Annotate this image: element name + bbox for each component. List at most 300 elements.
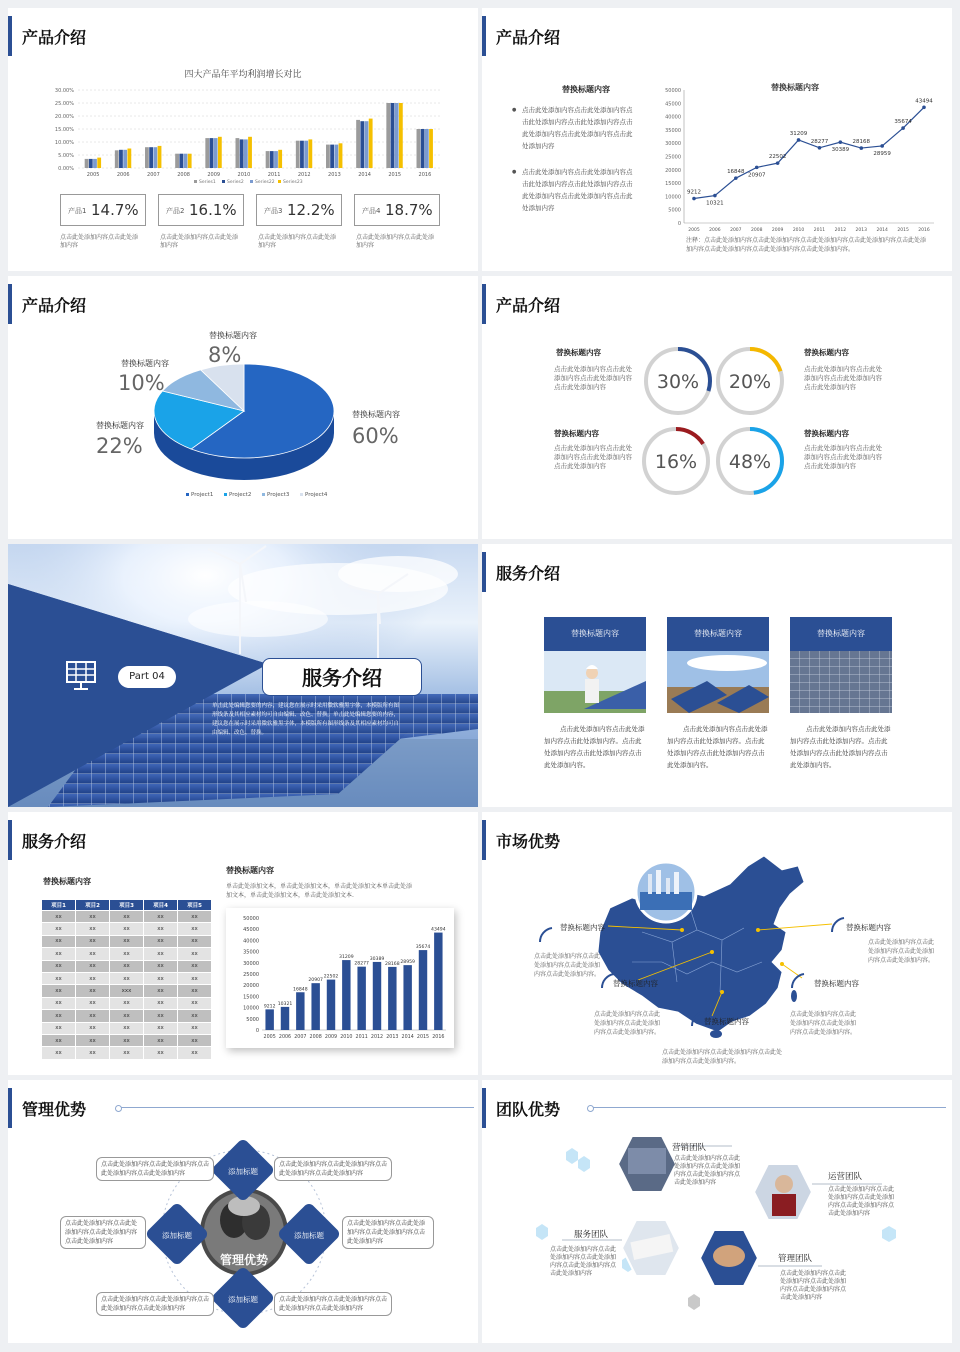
ring-text: 点击此处添加内容点击此处添加内容点击此处添加内容点击此处添加内容 [554,365,632,391]
engineer-photo [544,651,646,713]
table-cell: xx [76,972,110,984]
percentage-rings [482,276,952,539]
y-tick-label: 20.00% [54,114,74,120]
table-cell: xx [76,985,110,997]
table-cell: xxx [110,985,144,997]
legend-swatch [186,493,189,496]
x-tick-label: 2005 [263,1035,276,1040]
y-tick-label: 25.00% [54,101,74,107]
pie-label-title: 替换标题内容 [352,410,400,419]
ring-title: 替换标题内容 [554,429,599,438]
bar [145,147,149,168]
callout-title: 替换标题内容 [704,1017,749,1026]
table-row [42,972,212,984]
table-cell: xx [110,1010,144,1022]
x-tick-label: 2013 [328,172,341,178]
node-label: 添加标题 [228,1167,258,1176]
bar [153,147,157,168]
table-cell: xx [178,1034,212,1046]
table-cell: xx [144,923,178,935]
kpi-note: 点击此处添加内容点击此处添加内容 [258,234,337,249]
data-label: 22502 [323,974,339,980]
bar [179,154,183,168]
y-tick-label: 40000 [665,114,681,121]
y-tick-label: 50000 [243,916,259,922]
profit-growth-bar-chart [8,8,478,188]
table-cell: xx [42,948,76,960]
kpi-value: 12.2% [287,201,335,219]
x-tick-label: 2010 [237,172,251,178]
table-cell: xx [178,985,212,997]
bar [365,121,369,168]
y-tick-label: 40000 [243,938,259,945]
data-point [692,197,696,201]
pie-label-title: 替换标题内容 [121,359,169,368]
ring-text: 点击此处添加内容点击此处添加内容点击此处添加内容点击此处添加内容 [804,365,882,391]
bar [403,965,411,1030]
text-title: 替换标题内容 [226,866,274,875]
x-tick-label: 2014 [358,172,371,178]
y-tick-label: 5000 [668,207,681,214]
y-tick-label: 35000 [665,127,681,134]
y-tick-label: 30.00% [54,88,74,94]
slide-section-part04[interactable] [8,544,478,807]
x-tick-label: 2012 [834,228,847,233]
data-point [859,146,863,150]
table-cell: xx [42,997,76,1009]
y-tick-label: 30000 [665,141,681,148]
table-cell: xx [178,997,212,1009]
bar [334,145,338,168]
callout-text: 点击此处添加内容点击此处添加内容点击此处添加内容点击此处添加内容。 [790,1011,857,1036]
slide-title: 管理优势 [22,1100,87,1119]
legend-label: Project4 [305,492,328,498]
table-cell: xx [76,997,110,1009]
legend-swatch [300,493,303,496]
column-header: 项目5 [178,900,212,911]
bar [434,933,442,1030]
data-label: 28168 [385,961,400,967]
table-cell: xx [42,1034,76,1046]
callout-text: 点击此处添加内容点击此处添加内容点击此处添加内容点击此处添加内容。 [662,1049,783,1065]
bar [115,150,119,168]
y-tick-label: 45000 [665,101,681,108]
x-tick-label: 2008 [177,172,190,178]
bar [244,139,248,168]
bar [425,129,429,168]
slide-title: 服务介绍 [496,564,561,583]
bar [373,962,381,1030]
x-tick-label: 2015 [388,172,402,178]
title-accent-bar [482,16,486,56]
legend-label: Series22 [255,180,275,185]
service-card-text: 点击此处添加内容点击此处添加内容点击此处添加内容。点击此处添加内容点击此处添加内容点击此处添加内容。 [544,725,645,769]
kpi-card-product1 [60,194,146,226]
table-cell: xx [76,1010,110,1022]
slide-team-advantage[interactable] [482,1080,952,1343]
node-label: 添加标题 [162,1231,192,1240]
data-label: 28277 [810,138,829,145]
slide-service-intro-cards[interactable] [482,544,952,807]
bar [356,120,360,168]
table-cell: xx [110,948,144,960]
data-label: 9212 [687,189,701,196]
solar-panel-photo [790,651,892,713]
bar [357,967,365,1030]
data-label: 28168 [852,139,871,146]
bar [300,141,304,168]
kpi-label: 产品4 [362,207,381,215]
x-tick-label: 2007 [730,228,742,233]
table-row [42,1047,212,1059]
bar [188,154,192,168]
slide-service-intro-table[interactable] [8,812,478,1075]
data-label: 35674 [415,945,431,951]
y-tick-label: 25000 [243,972,259,978]
data-point [755,166,759,170]
table-cell: xx [76,911,110,923]
y-tick-label: 0 [255,1028,259,1034]
callout-text: 点击此处添加内容点击此处添加内容点击此处添加内容点击此处添加内容。 [594,1011,661,1036]
callout-title: 替换标题内容 [560,923,605,932]
bar [421,129,425,168]
pie-label-pct: 10% [118,371,165,395]
service-card-text: 点击此处添加内容点击此处添加内容点击此处添加内容。点击此处添加内容点击此处添加内容点击此处添加内容。 [790,725,891,769]
node-label: 添加标题 [228,1295,258,1304]
table-row [42,997,212,1009]
legend-label: Project3 [267,492,290,498]
kpi-label: 产品1 [68,207,87,215]
table-cell: xx [178,960,212,972]
table-cell: xx [178,1010,212,1022]
bar [388,967,396,1030]
bar [214,138,218,168]
callout-box: 点击此处添加内容点击此处添加内容点击此处添加内容点击此处添加内容 [274,1157,392,1181]
kpi-note: 点击此处添加内容点击此处添加内容 [356,234,435,249]
x-tick-label: 2011 [355,1035,368,1040]
table-cell: xx [178,923,212,935]
table-cell: xx [76,1034,110,1046]
y-tick-label: 10000 [665,194,681,201]
title-accent-bar [482,552,486,592]
bar [278,150,282,168]
callout-box: 点击此处添加内容点击此处添加内容点击此处添加内容点击此处添加内容 [96,1292,214,1316]
service-card [790,617,892,771]
x-tick-label: 2006 [116,172,130,178]
title-accent-bar [8,820,12,860]
y-tick-label: 0.00% [58,166,74,172]
table-cell: xx [178,1047,212,1059]
y-tick-label: 50000 [665,88,681,94]
bar [281,1007,289,1030]
x-tick-label: 2015 [897,228,909,233]
slide-product-intro-pie[interactable] [8,276,478,539]
callout-title: 替换标题内容 [613,979,658,988]
table-cell: xx [110,1022,144,1034]
bar [296,992,304,1030]
ring-value: 20% [728,371,772,393]
pie-label-pct: 22% [96,434,143,458]
table-cell: xx [42,911,76,923]
node-label: 添加标题 [294,1231,324,1240]
y-tick-label: 15000 [665,181,681,188]
data-label: 28277 [354,961,369,967]
ring-title: 替换标题内容 [804,429,849,438]
project-share-pie-chart [8,276,478,539]
chart-card [226,908,454,1048]
x-tick-label: 2009 [207,172,221,178]
service-card-text: 点击此处添加内容点击此处添加内容点击此处添加内容。点击此处添加内容点击此处添加内容点击此处添加内容。 [667,725,768,769]
y-tick-label: 20000 [665,167,681,174]
team-text: 点击此处添加内容点击此处添加内容点击此处添加内容点击此处添加内容点击此处添加内容 [828,1186,895,1217]
team-name: 管理团队 [778,1254,813,1264]
data-label: 10321 [706,200,724,207]
data-label: 20907 [308,978,323,984]
data-point [713,194,717,198]
bar [304,141,308,168]
center-label: 管理优势 [219,1253,268,1267]
pie-label-title: 替换标题内容 [209,331,257,340]
bar [218,137,222,168]
data-point [818,146,822,150]
kpi-note: 点击此处添加内容点击此处添加内容 [60,234,139,249]
bar [266,151,270,168]
legend-swatch [250,180,253,183]
pie-label-pct: 8% [208,343,242,367]
x-tick-label: 2005 [688,228,700,233]
bar [265,1009,273,1030]
bar [236,138,240,168]
bar [417,129,421,168]
bar [240,139,244,168]
bar [386,103,390,168]
ring-value: 16% [654,451,698,473]
slide-title: 市场优势 [496,832,561,851]
bar [97,158,101,168]
x-tick-label: 2008 [309,1035,322,1040]
data-label: 10321 [277,1001,293,1007]
data-label: 43494 [431,927,446,933]
yearly-bar-chart [226,908,454,1048]
x-tick-label: 2012 [370,1035,384,1040]
chart-note: 注释：点击此处添加内容点击此处添加内容点击此处添加内容点击此处添加内容点击此处添加内容点击此处添加内容点击此处添加内容点击此处添加内容。 [686,237,927,253]
x-tick-label: 2014 [876,228,888,233]
trend-line-chart [652,68,942,238]
team-text: 点击此处添加内容点击此处添加内容点击此处添加内容点击此处添加内容点击此处添加内容 [780,1270,847,1301]
bar [360,121,364,168]
legend-swatch [222,180,225,183]
bar [391,103,395,168]
x-tick-label: 2016 [432,1035,445,1040]
slide-management-advantage[interactable] [8,1080,478,1343]
table-row [42,948,212,960]
section-body: 单击此处编辑您要的内容，建议您在展示时采用微软雅黑字体，本模版所有图形线条及其相应素材均可自由编辑、改色、替换。单击此处编辑您要的内容，建议您在展示时采用微软雅黑字体，本模版所有图形线条及其相应素材均可自由编辑、改色、替换。 [212,703,400,736]
data-label: 28959 [873,150,891,157]
ring-text: 点击此处添加内容点击此处添加内容点击此处添加内容点击此处添加内容 [554,444,632,470]
data-label: 35674 [894,119,912,126]
table-cell: xx [178,911,212,923]
legend-label: Project1 [191,492,214,498]
bar [93,159,97,168]
data-point [776,161,780,165]
legend-swatch [278,180,281,183]
x-tick-label: 2010 [340,1035,353,1040]
callout-box: 点击此处添加内容点击此处添加内容点击此处添加内容点击此处添加内容 [274,1292,392,1316]
bar [399,103,403,168]
table-cell: xx [76,948,110,960]
x-tick-label: 2012 [297,172,311,178]
bar [119,150,123,168]
table-cell: xx [42,923,76,935]
y-tick-label: 30000 [243,960,259,967]
bar [184,154,188,168]
service-card-title: 替换标题内容 [667,617,769,651]
table-row [42,911,212,923]
table-cell: xx [110,1034,144,1046]
table-cell: xx [144,1047,178,1059]
data-point [797,138,801,142]
x-tick-label: 2008 [751,228,763,233]
table-cell: xx [178,972,212,984]
bar [339,143,343,168]
y-tick-label: 15000 [243,994,259,1001]
legend-label: Series1 [199,180,216,185]
table-cell: xx [144,935,178,947]
bar [326,145,330,168]
ring-text: 点击此处添加内容点击此处添加内容点击此处添加内容点击此处添加内容 [804,444,882,470]
legend-label: Series23 [283,180,303,185]
solar-field-photo [667,651,769,713]
y-tick-label: 10000 [243,1005,259,1012]
callout-title: 替换标题内容 [814,979,859,988]
data-label: 28959 [400,960,415,966]
table-cell: xx [178,948,212,960]
service-card-title: 替换标题内容 [790,617,892,651]
bar [210,138,214,168]
data-table [41,899,212,1060]
x-tick-label: 2011 [267,172,281,178]
bar [327,980,335,1030]
x-tick-label: 2016 [918,228,930,233]
service-card [544,617,646,771]
column-header: 项目3 [110,900,144,911]
bar [419,950,427,1030]
slide-title: 团队优势 [496,1100,561,1119]
bar [127,149,131,169]
bar [248,137,252,168]
x-tick-label: 2016 [418,172,432,178]
data-point [880,144,884,148]
slide-market-advantage[interactable] [482,812,952,1075]
table-cell: xx [110,923,144,935]
data-label: 22502 [768,154,787,161]
callout-text: 点击此处添加内容点击此处添加内容点击此处添加内容点击此处添加内容。 [534,953,601,978]
legend-swatch [194,180,197,183]
table-cell: xx [144,1010,178,1022]
table-row [42,985,212,997]
ring-title: 替换标题内容 [804,348,849,357]
callout-title: 替换标题内容 [846,923,891,932]
kpi-value: 14.7% [91,201,139,219]
x-tick-label: 2006 [278,1035,292,1040]
data-label: 43494 [915,98,933,105]
slide-title: 产品介绍 [496,28,561,47]
table-cell: xx [144,911,178,923]
table-cell: xx [144,997,178,1009]
bar [85,159,89,168]
callout-box: 点击此处添加内容点击此处添加内容点击此处添加内容点击此处添加内容 [60,1216,146,1249]
kpi-label: 产品2 [166,207,185,215]
x-tick-label: 2013 [386,1035,399,1040]
table-cell: xx [42,935,76,947]
slide-title: 服务介绍 [22,832,87,851]
data-label: 20907 [747,172,766,179]
table-cell: xx [144,985,178,997]
legend-label: Project2 [229,492,252,498]
bar [149,147,153,168]
bar [274,151,278,168]
x-tick-label: 2013 [855,228,867,233]
table-cell: xx [178,935,212,947]
service-card [667,617,769,771]
section-title: 服务介绍 [262,658,422,696]
solar-panel-icon [64,658,98,692]
team-text: 点击此处添加内容点击此处添加内容点击此处添加内容点击此处添加内容点击此处添加内容 [674,1155,741,1186]
column-header: 项目2 [76,900,110,911]
y-tick-label: 15.00% [54,127,74,133]
callout-box: 点击此处添加内容点击此处添加内容点击此处添加内容点击此处添加内容 [342,1216,434,1249]
x-tick-label: 2010 [792,228,805,233]
team-name: 运营团队 [828,1172,863,1182]
data-point [839,140,843,144]
bar [205,138,209,168]
bar [175,154,179,168]
table-cell: xx [42,972,76,984]
table-cell: xx [42,1022,76,1034]
column-header: 项目4 [144,900,178,911]
table-cell: xx [110,1047,144,1059]
column-header: 项目1 [42,900,76,911]
y-tick-label: 5000 [246,1016,259,1023]
table-cell: xx [110,997,144,1009]
chart-title: 四大产品年平均利润增长对比 [184,70,302,80]
kpi-card-product4 [354,194,440,226]
chart-title: 替换标题内容 [771,83,819,92]
bullet-text: ● 点击此处添加内容点击此处添加内容点击此处添加内容点击此处添加内容点击此处添加内容点击此处添加内容点击此处添加内容 [522,166,634,214]
table-cell: xx [42,1010,76,1022]
slide-title: 产品介绍 [22,28,87,47]
slide-product-intro-bar[interactable] [8,8,478,271]
y-tick-label: 0 [677,221,681,227]
pie-label-pct: 60% [352,424,399,448]
table-cell: xx [42,985,76,997]
ring-title: 替换标题内容 [556,348,601,357]
kpi-value: 18.7% [385,201,433,219]
table-cell: xx [144,960,178,972]
slide-product-intro-line[interactable] [482,8,952,271]
table-row [42,923,212,935]
team-name: 营销团队 [672,1143,707,1153]
y-tick-label: 10.00% [54,140,74,146]
legend-label: Series2 [227,180,244,185]
pie-label-title: 替换标题内容 [96,421,144,430]
legend-swatch [262,493,265,496]
kpi-card-product3 [256,194,342,226]
slide-title: 产品介绍 [496,296,561,315]
slide-product-intro-rings[interactable] [482,276,952,539]
table-row [42,1034,212,1046]
bar [311,983,319,1030]
